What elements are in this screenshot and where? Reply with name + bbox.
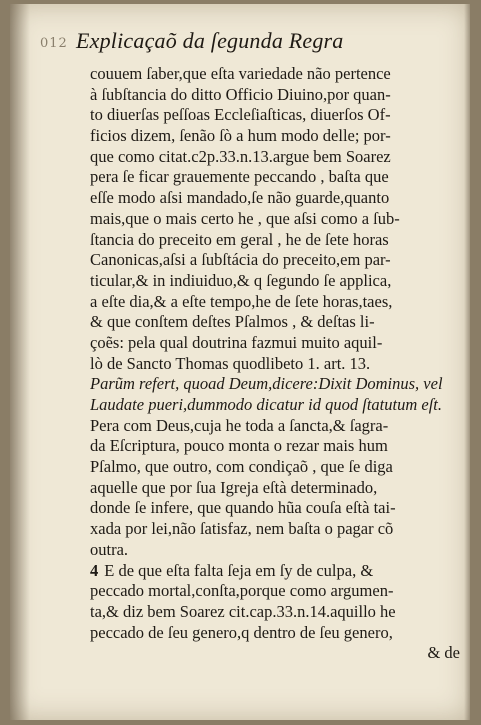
paragraph-number: 4: [90, 560, 99, 580]
text-line-content: & que conſtem deſtes Pſalmos , & deſtas li-: [90, 312, 375, 332]
body-text: [90, 64, 460, 664]
text-line: [90, 250, 460, 271]
text-line: [90, 126, 460, 147]
text-line: [90, 498, 460, 519]
text-line: [90, 561, 460, 582]
text-line: [90, 478, 460, 499]
text-line-content: donde ſe infere, que quando hũa couſa eſtà tai-: [90, 498, 396, 518]
text-line-content: xada por lei,não ſatisfaz, nem baſta o pagar cõ: [90, 519, 394, 539]
text-line-content: ticular,& in indiuiduo,& q ſegundo ſe applica,: [90, 270, 392, 290]
text-line: [90, 581, 460, 602]
text-line-content: a eſte dia,& a eſte tempo,he de ſete horas,taes,: [90, 291, 393, 311]
text-line: [90, 209, 460, 230]
text-line-content: couuem ſaber,que eſta variedade não pertence: [90, 64, 391, 83]
text-line-content: que como citat.c2p.33.n.13.argue bem Soarez: [90, 146, 391, 166]
text-line: [90, 333, 460, 354]
page-number: 012: [40, 36, 68, 51]
text-line: [90, 540, 460, 561]
text-line-content: mais,que o mais certo he , que aſsi como a ſub-: [90, 208, 400, 228]
text-line-content: Pſalmo, que outro, com condiçaõ , que ſe diga: [90, 457, 393, 477]
text-line-content: ta,& diz bem Soarez cit.cap.33.n.14.aquillo he: [90, 601, 396, 621]
text-line-content: Pera com Deus,cuja he toda a ſancta,& ſagra-: [90, 415, 389, 435]
text-line: [90, 230, 460, 251]
text-line-content: outra.: [90, 539, 129, 559]
text-line: [90, 374, 460, 395]
text-line: [90, 436, 460, 457]
text-line-content: ficios dizem, ſenão ſò a hum modo delle; por-: [90, 126, 391, 146]
text-line-content: eſſe modo aſsi mandado,ſe não guarde,quanto: [90, 188, 390, 208]
page-edge-shadow: [464, 4, 470, 720]
text-line-content: aquelle que por ſua Igreja eſtà determinado,: [90, 477, 378, 497]
text-line: [90, 395, 460, 416]
book-page: [10, 4, 470, 720]
text-line: [90, 602, 460, 623]
text-line: [90, 188, 460, 209]
text-line-content: da Eſcriptura, pouco monta o rezar mais hum: [90, 436, 388, 456]
text-line-content: çoẽs: pela qual doutrina fazmui muito aquil-: [90, 332, 383, 352]
running-head: Explicaçaõ da ſegunda Regra: [76, 28, 344, 53]
text-line-content: lò de Sancto Thomas quodlibeto 1. art. 13.: [90, 353, 371, 373]
page-gutter-shadow: [10, 4, 30, 720]
text-line-content: & de: [427, 643, 460, 663]
text-line-content: to diuerſas peſſoas Eccleſiaſticas, diuerſos Of-: [90, 105, 391, 125]
text-line: [90, 643, 460, 664]
text-line: [90, 167, 460, 188]
text-line-content: à ſubſtancia do ditto Officio Diuino,por quan-: [90, 84, 391, 104]
text-line: [90, 271, 460, 292]
text-line: [90, 312, 460, 333]
text-line: [90, 623, 460, 644]
text-line: [90, 519, 460, 540]
text-line-content: ſtancia do preceito em geral , he de ſete horas: [90, 229, 389, 249]
text-line: [90, 416, 460, 437]
text-line-content: Canonicas,aſsi a ſubſtácia do preceito,em par-: [90, 250, 391, 270]
text-line-content: peccado mortal,conſta,porque como argumen-: [90, 581, 394, 601]
text-line: [90, 64, 460, 85]
text-line: [90, 457, 460, 478]
text-line: [90, 85, 460, 106]
text-line-content: E de que eſta falta ſeja em ſy de culpa, &: [104, 560, 374, 580]
text-line: [90, 292, 460, 313]
text-line: [90, 105, 460, 126]
text-line: [90, 147, 460, 168]
text-line-content: pera ſe ficar grauemente peccando , baſta que: [90, 167, 389, 187]
text-line: [90, 354, 460, 375]
text-line-content: Laudate pueri,dummodo dicatur id quod ſtatutum eſt.: [90, 395, 442, 414]
text-line-content: peccado de ſeu genero,q dentro de ſeu genero,: [90, 622, 393, 642]
text-line-content: Parũm refert, quoad Deum,dicere:Dixit Dominus, vel: [90, 374, 443, 394]
